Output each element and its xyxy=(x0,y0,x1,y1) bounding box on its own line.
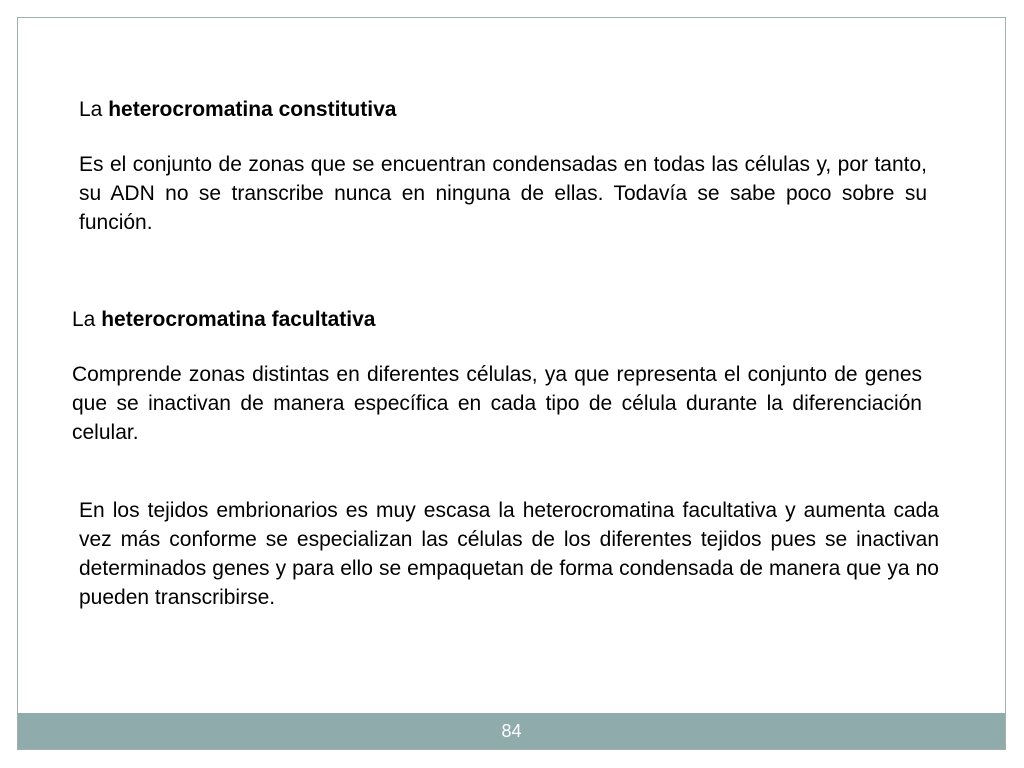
section-body-constitutive: Es el conjunto de zonas que se encuentran condensadas en todas las células y, por tanto, su ADN no se transcribe nunca en ninguna de ellas. Todavía se sabe poco sobre su función. xyxy=(79,153,927,234)
section-body-embryonic: En los tejidos embrionarios es muy escasa la heterocromatina facultativa y aumenta cada vez más conforme se especializan las células de los diferentes tejidos pues se inactivan determinados genes y para ello se empaquetan de forma condensada de manera que ya no pueden transcribirse. xyxy=(79,499,939,609)
heading-bold-term: heterocromatina facultativa xyxy=(101,308,376,331)
footer-bar xyxy=(18,713,1005,749)
page-number: 84 xyxy=(501,720,522,741)
section-body-facultative: Comprende zonas distintas en diferentes células, ya que representa el conjunto de genes que se inactivan de manera específica en cada tipo de célula durante la diferenciación celular. xyxy=(72,363,922,444)
heading-bold-term: heterocromatina constitutiva xyxy=(108,98,397,121)
slide xyxy=(17,17,1006,750)
section-facultative xyxy=(72,305,922,447)
section-heading-facultative xyxy=(72,305,922,334)
section-embryonic xyxy=(79,496,939,612)
heading-prefix: La xyxy=(72,308,102,331)
heading-prefix: La xyxy=(79,98,109,121)
section-heading-constitutive xyxy=(79,95,927,124)
section-constitutive xyxy=(79,95,927,237)
